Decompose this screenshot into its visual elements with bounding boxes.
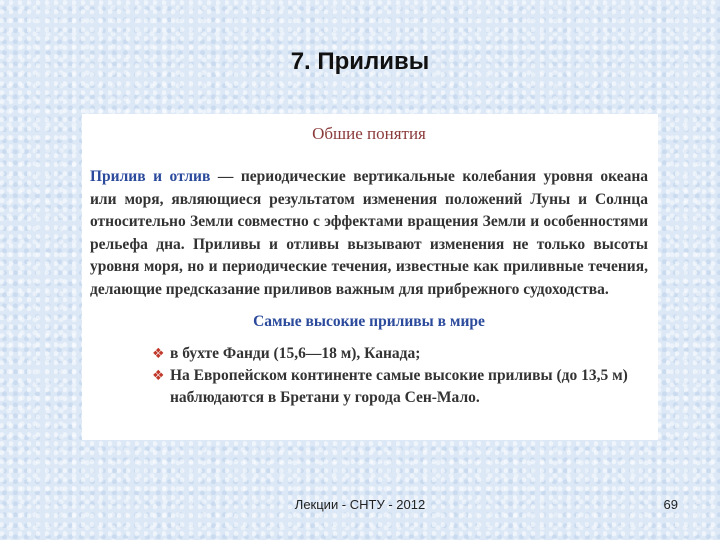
list-item xyxy=(152,343,648,365)
list-item xyxy=(152,365,648,409)
panel-heading: Обшие понятия xyxy=(312,124,426,143)
page-number: 69 xyxy=(663,497,678,512)
diamond-bullet-icon: ❖ xyxy=(152,368,165,384)
definition-paragraph xyxy=(90,166,648,301)
section-subheading: Самые высокие приливы в мире xyxy=(253,313,485,330)
definition-text: — периодические вертикальные колебания уровня океана или моря, являющиеся результатом изменения положений Луны и Солнца относительно Земли совместно с эффектами вращения Земли и особенностями рельефа дна. Приливы и отливы вызывают изменения не только высоты уровня моря, но и периодические течения, известные как приливные течения, делающие предсказание приливов важным для прибрежного судоходства. xyxy=(90,168,648,298)
term-highlight: Прилив и отлив xyxy=(90,168,211,185)
slide-title: 7. Приливы xyxy=(290,48,430,75)
list-item-text: в бухте Фанди (15,6—18 м), Канада; xyxy=(170,345,421,362)
content-panel xyxy=(82,114,658,440)
tides-list xyxy=(90,343,648,409)
footer-text: Лекции - СНТУ - 2012 xyxy=(294,497,426,512)
list-item-text: На Европейском континенте самые высокие приливы (до 13,5 м) наблюдаются в Бретани у города Сен-Мало. xyxy=(170,367,628,406)
diamond-bullet-icon: ❖ xyxy=(152,346,165,362)
